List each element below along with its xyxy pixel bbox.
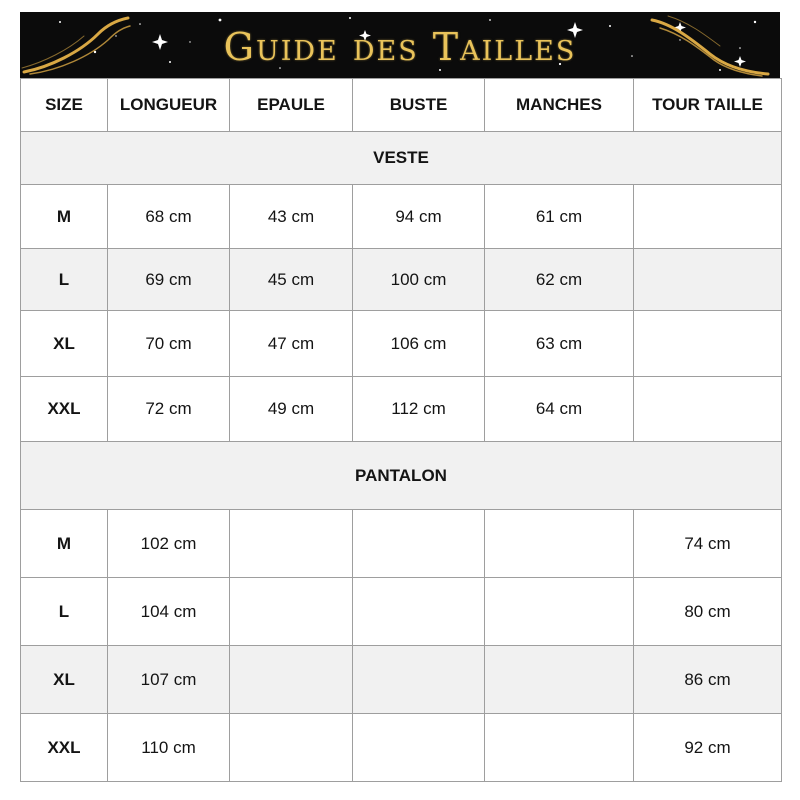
size-cell: XL	[21, 646, 108, 714]
table-row	[21, 249, 782, 311]
size-cell: XXL	[21, 377, 108, 442]
table-cell: 63 cm	[485, 311, 634, 377]
size-cell: XL	[21, 311, 108, 377]
table-cell	[485, 714, 634, 782]
column-header-size: SIZE	[21, 79, 108, 132]
table-cell: 69 cm	[108, 249, 230, 311]
table-cell: 104 cm	[108, 578, 230, 646]
table-cell: 107 cm	[108, 646, 230, 714]
table-cell: 86 cm	[634, 646, 782, 714]
table-cell: 92 cm	[634, 714, 782, 782]
size-chart-table	[20, 78, 782, 782]
table-cell: 100 cm	[353, 249, 485, 311]
table-cell	[353, 578, 485, 646]
table-cell: 64 cm	[485, 377, 634, 442]
column-header-tour-taille: TOUR TAILLE	[634, 79, 782, 132]
table-cell	[485, 578, 634, 646]
table-cell: 80 cm	[634, 578, 782, 646]
column-header-epaule: EPAULE	[230, 79, 353, 132]
table-row	[21, 185, 782, 249]
table-cell	[230, 510, 353, 578]
table-cell: 72 cm	[108, 377, 230, 442]
column-header-longueur: LONGUEUR	[108, 79, 230, 132]
section-row-veste	[21, 132, 782, 185]
table-cell	[230, 578, 353, 646]
section-title: PANTALON	[21, 442, 782, 510]
table-row	[21, 377, 782, 442]
section-title: VESTE	[21, 132, 782, 185]
table-row	[21, 646, 782, 714]
page-title: Guide des Tailles	[223, 25, 577, 69]
table-row	[21, 714, 782, 782]
column-header-manches: MANCHES	[485, 79, 634, 132]
table-cell: 49 cm	[230, 377, 353, 442]
table-cell: 45 cm	[230, 249, 353, 311]
size-cell: M	[21, 185, 108, 249]
table-row	[21, 510, 782, 578]
table-row	[21, 311, 782, 377]
table-cell	[485, 510, 634, 578]
table-cell: 68 cm	[108, 185, 230, 249]
table-cell	[353, 714, 485, 782]
size-cell: L	[21, 249, 108, 311]
title-banner	[20, 12, 780, 78]
size-cell: XXL	[21, 714, 108, 782]
table-cell: 70 cm	[108, 311, 230, 377]
table-cell: 43 cm	[230, 185, 353, 249]
table-cell	[485, 646, 634, 714]
table-cell	[230, 646, 353, 714]
column-header-buste: BUSTE	[353, 79, 485, 132]
table-cell: 47 cm	[230, 311, 353, 377]
table-cell: 112 cm	[353, 377, 485, 442]
section-row-pantalon	[21, 442, 782, 510]
table-cell: 94 cm	[353, 185, 485, 249]
table-row	[21, 578, 782, 646]
table-cell	[353, 510, 485, 578]
table-cell: 110 cm	[108, 714, 230, 782]
table-cell: 62 cm	[485, 249, 634, 311]
header-row	[21, 79, 782, 132]
table-cell	[634, 311, 782, 377]
table-cell	[634, 185, 782, 249]
table-cell	[634, 249, 782, 311]
table-cell: 61 cm	[485, 185, 634, 249]
size-cell: L	[21, 578, 108, 646]
size-cell: M	[21, 510, 108, 578]
table-cell: 106 cm	[353, 311, 485, 377]
table-cell	[634, 377, 782, 442]
table-cell: 102 cm	[108, 510, 230, 578]
table-cell	[230, 714, 353, 782]
table-cell: 74 cm	[634, 510, 782, 578]
table-cell	[353, 646, 485, 714]
